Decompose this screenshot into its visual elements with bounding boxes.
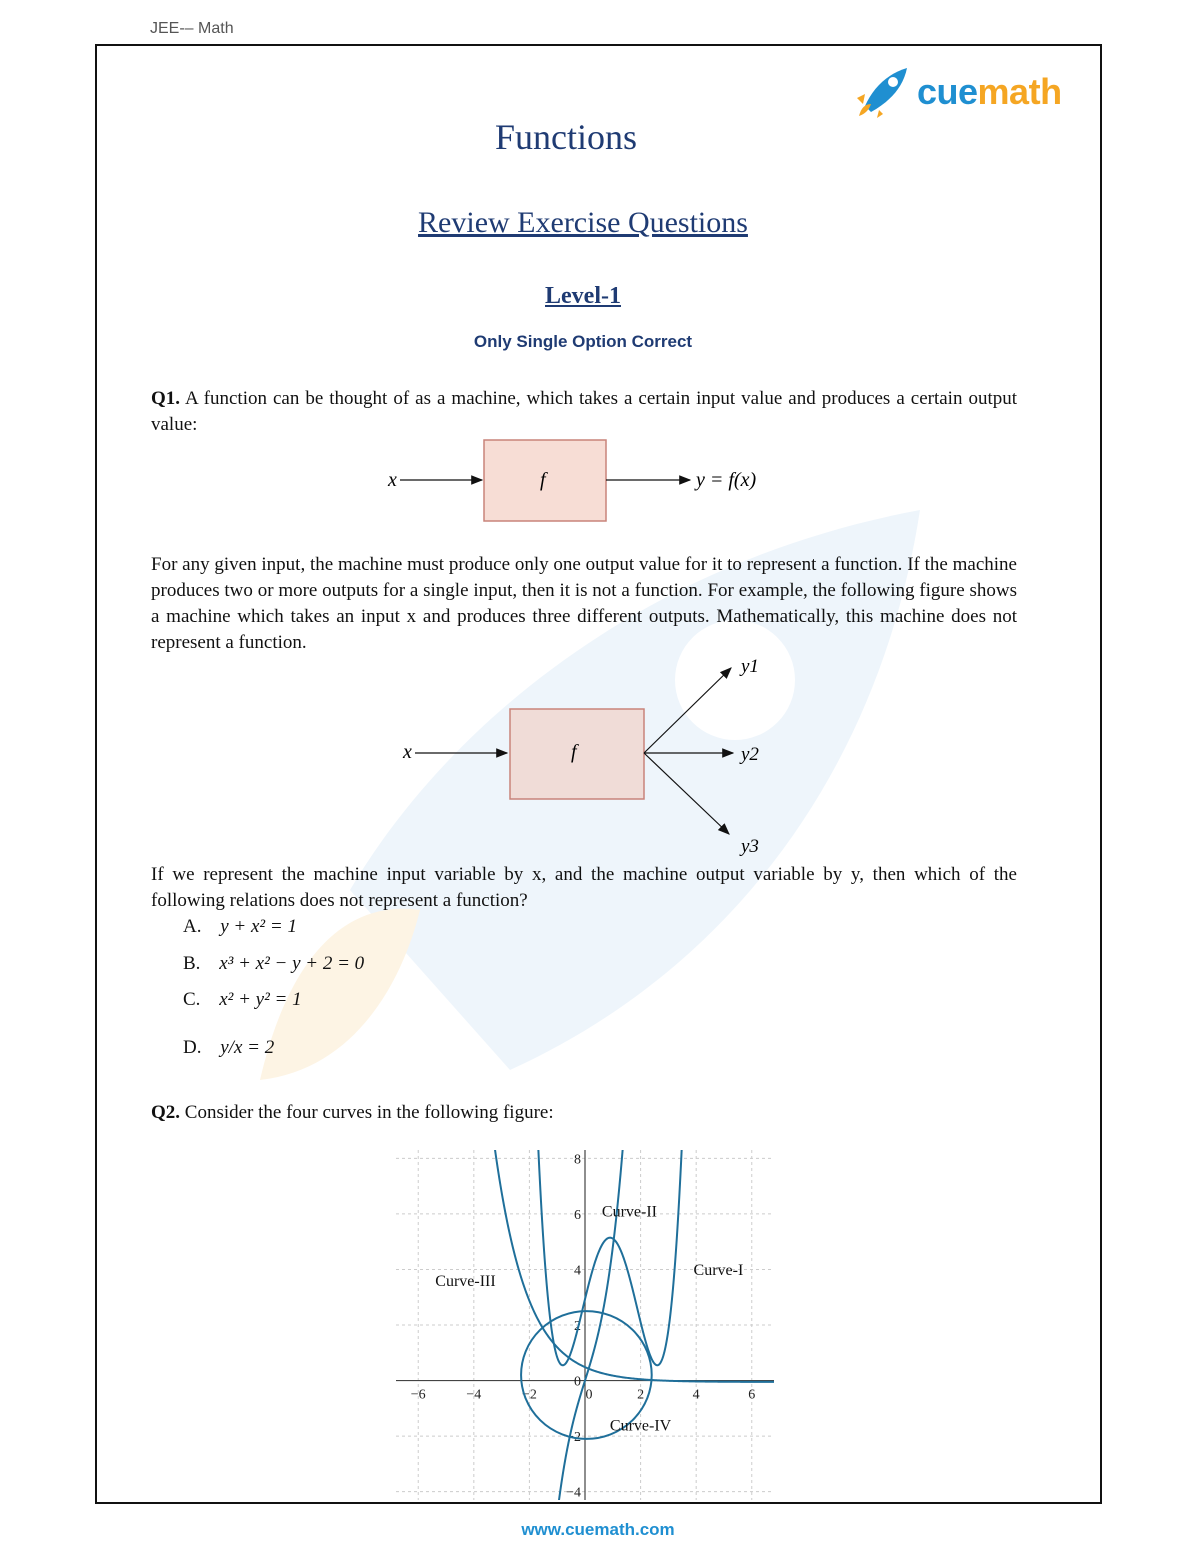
x-tick-label: −4 [466,1387,482,1403]
option-type-label: Only Single Option Correct [473,332,693,351]
y-tick-label: −2 [566,1430,581,1446]
diagram2-arrow-y1 [644,668,731,753]
header-note: JEE-– Math [150,20,234,37]
option-c-label: C. [183,989,201,1010]
option-d[interactable] [183,1037,274,1059]
y-tick-label: 2 [574,1319,581,1334]
option-c[interactable] [183,989,302,1011]
option-b[interactable] [183,953,364,975]
option-d-label: D. [183,1037,202,1058]
q1-intro [151,386,1017,438]
q1-intro-text: A function can be thought of as a machine, which takes a certain input value and produces a certain output value: [151,388,1017,435]
logo-text-primary: cue [917,71,978,112]
diagram2-output-y1: y1 [741,656,759,677]
x-tick-label: 0 [585,1387,593,1403]
option-a[interactable] [183,916,297,938]
diagram1-input-label: x [388,469,397,491]
diagram1-box-label: f [540,469,546,491]
rocket-icon [855,64,911,120]
footer-url[interactable]: www.cuemath.com [521,1520,675,1539]
q2-intro [151,1100,1017,1126]
diagram2-output-y2: y2 [741,744,759,765]
function-machine-diagram [380,436,800,528]
q1-explanation: For any given input, the machine must produce only one output value for it to represent a function. If the machine produces two or more outputs for a single input, then it is not a function. For example, the following figure shows a machine which takes an input x and produces three different outputs. Mathematically, this machine does not represent a function. [151,554,1017,653]
page-title: Functions [494,117,637,157]
x-tick-label: −6 [410,1387,426,1403]
x-tick-label: 4 [692,1387,700,1403]
curve-label-2: Curve-II [601,1203,658,1221]
q1-question: If we represent the machine input variable by x, and the machine output variable by y, then which of the following relations does not represent a function? [151,864,1017,911]
diagram2-function-box [510,709,644,799]
diagram2-box-label: f [571,741,577,763]
option-b-label: B. [183,953,201,974]
y-tick-label: 0 [574,1374,581,1390]
curve-label-1: Curve-I [693,1262,744,1279]
curve-i-line [537,1150,682,1365]
non-function-machine-diagram [395,652,785,862]
diagram2-output-y3: y3 [741,836,759,857]
brand-logo[interactable] [855,64,1062,120]
q2-label: Q2. [151,1102,181,1123]
option-b-expr: x³ + x² − y + 2 = 0 [219,953,365,974]
y-tick-label: 4 [574,1263,581,1279]
diagram2-arrow-y3 [644,753,729,834]
section-subtitle: Review Exercise Questions [418,206,748,239]
option-a-expr: y + x² = 1 [220,916,297,937]
q1-label: Q1. [151,388,181,409]
diagram1-output-label: y = f(x) [696,469,757,491]
x-tick-label: 2 [637,1387,645,1403]
y-tick-label: −4 [566,1485,581,1500]
level-heading: Level-1 [545,283,621,309]
curve-label-4: Curve-IV [609,1417,672,1435]
option-a-label: A. [183,916,202,937]
curves-graph [396,1150,774,1500]
option-d-expr: y/x = 2 [220,1037,275,1058]
x-tick-label: −2 [521,1387,537,1403]
option-c-expr: x² + y² = 1 [219,989,302,1010]
curve-label-3: Curve-III [435,1273,496,1291]
logo-text-accent: math [977,71,1062,112]
x-tick-label: 6 [748,1387,756,1403]
diagram2-input-label: x [403,741,412,763]
q2-text: Consider the four curves in the following figure: [184,1102,554,1123]
y-tick-label: 8 [574,1152,581,1168]
y-tick-label: 6 [574,1207,581,1223]
